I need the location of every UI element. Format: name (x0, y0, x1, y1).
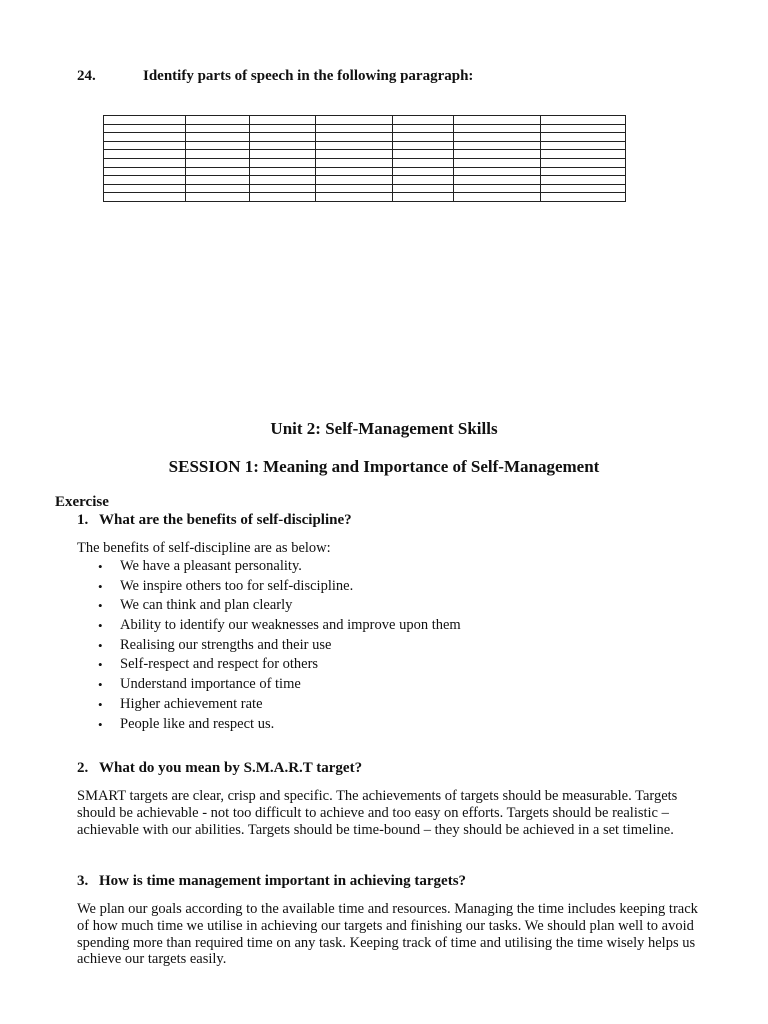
question-24-number: 24. (77, 68, 96, 84)
table-cell (250, 124, 316, 133)
table-cell (316, 176, 393, 185)
table-cell (393, 150, 454, 159)
table-cell (186, 193, 250, 202)
table-cell (393, 133, 454, 142)
table-cell (454, 167, 541, 176)
table-cell (393, 158, 454, 167)
question-1-text: What are the benefits of self-discipline? (99, 512, 352, 528)
table-cell (104, 124, 186, 133)
question-3-number: 3. (77, 873, 89, 889)
table-row (104, 124, 626, 133)
table-cell (316, 184, 393, 193)
table-cell (104, 184, 186, 193)
list-item (98, 616, 461, 636)
bullet-icon: • (98, 637, 103, 653)
table-cell (541, 176, 626, 185)
table-cell (104, 133, 186, 142)
question-1-intro: The benefits of self-discipline are as below: (77, 540, 331, 556)
table-cell (454, 124, 541, 133)
table-cell (104, 150, 186, 159)
table-cell (186, 167, 250, 176)
table-cell (250, 116, 316, 125)
list-item (98, 636, 461, 656)
table-cell (186, 184, 250, 193)
table-row (104, 158, 626, 167)
table-cell (541, 167, 626, 176)
table-cell (186, 176, 250, 185)
table-cell (250, 193, 316, 202)
list-item (98, 655, 461, 675)
table-cell (186, 116, 250, 125)
table-cell (393, 116, 454, 125)
list-item-text: Higher achievement rate (120, 695, 263, 712)
table-cell (316, 167, 393, 176)
question-2-answer: SMART targets are clear, crisp and specific. The achievements of targets should be measurable. Targets should be achievable - not too difficult to achieve and too easy on efforts. Targets should be realistic – achievable with our abilities. Targets should be time-bound – they should be achieved in a set timeline. (77, 788, 678, 838)
table-cell (186, 141, 250, 150)
table-row (104, 150, 626, 159)
benefits-list (98, 557, 461, 734)
table-cell (186, 124, 250, 133)
table-cell (541, 124, 626, 133)
table-cell (393, 167, 454, 176)
list-item (98, 557, 461, 577)
table-cell (186, 133, 250, 142)
bullet-icon: • (98, 618, 103, 634)
exercise-label: Exercise (55, 494, 109, 510)
bullet-icon: • (98, 598, 103, 614)
table-cell (250, 158, 316, 167)
table-cell (393, 176, 454, 185)
question-3-text: How is time management important in achieving targets? (99, 873, 467, 889)
question-2-heading (77, 760, 362, 777)
table-cell (186, 150, 250, 159)
list-item-text: Self-respect and respect for others (120, 656, 319, 673)
table-cell (104, 176, 186, 185)
list-item (98, 695, 461, 715)
table-cell (250, 184, 316, 193)
list-item-text: Ability to identify our weaknesses and improve upon them (120, 617, 461, 634)
table-cell (186, 158, 250, 167)
table-row (104, 141, 626, 150)
list-item-text: Realising our strengths and their use (120, 636, 332, 653)
list-item (98, 715, 461, 735)
table-cell (393, 141, 454, 150)
table-row (104, 176, 626, 185)
table-cell (316, 141, 393, 150)
table-cell (541, 150, 626, 159)
question-2-number: 2. (77, 760, 89, 776)
table-cell (454, 158, 541, 167)
table-cell (104, 116, 186, 125)
question-1-heading (77, 512, 352, 529)
table-cell (316, 150, 393, 159)
table-cell (454, 133, 541, 142)
table-cell (541, 116, 626, 125)
table-cell (104, 193, 186, 202)
bullet-icon: • (98, 559, 103, 574)
table-cell (316, 116, 393, 125)
unit-title: Unit 2: Self-Management Skills (270, 419, 498, 438)
table-cell (541, 158, 626, 167)
list-item (98, 675, 461, 695)
table-row (104, 184, 626, 193)
table-cell (250, 141, 316, 150)
question-3-answer: We plan our goals according to the available time and resources. Managing the time includes keeping track of how much time we utilise in achieving our targets and finishing our tasks. We should plan well to avoid spending more than required time on any task. Keeping track of time and utilising the time wisely helps us achieve our targets easily. (77, 901, 698, 968)
list-item-text: We can think and plan clearly (120, 597, 293, 614)
table-row (104, 133, 626, 142)
table-row (104, 193, 626, 202)
table-cell (250, 150, 316, 159)
bullet-icon: • (98, 696, 103, 712)
bullet-icon: • (98, 677, 103, 693)
table-cell (316, 158, 393, 167)
question-1-number: 1. (77, 512, 89, 528)
table-cell (541, 193, 626, 202)
question-2-text: What do you mean by S.M.A.R.T target? (99, 760, 363, 776)
table-cell (454, 193, 541, 202)
list-item (98, 596, 461, 616)
bullet-icon: • (98, 657, 103, 673)
table-cell (316, 124, 393, 133)
table-cell (541, 133, 626, 142)
table-cell (541, 141, 626, 150)
table-cell (104, 167, 186, 176)
table-cell (393, 124, 454, 133)
table-cell (454, 116, 541, 125)
parts-of-speech-table (103, 115, 626, 202)
bullet-icon: • (98, 716, 103, 732)
table-cell (454, 176, 541, 185)
table-cell (454, 184, 541, 193)
bullet-icon: • (98, 578, 103, 594)
table-cell (454, 141, 541, 150)
list-item-text: People like and respect us. (120, 715, 275, 732)
table-cell (104, 158, 186, 167)
table-cell (541, 184, 626, 193)
list-item (98, 577, 461, 597)
session-title: SESSION 1: Meaning and Importance of Self-Management (168, 457, 600, 476)
table-row (104, 167, 626, 176)
table-cell (454, 150, 541, 159)
table-row (104, 116, 626, 125)
list-item-text: We have a pleasant personality. (120, 558, 302, 574)
question-24-text: Identify parts of speech in the following paragraph: (143, 68, 474, 84)
table-cell (250, 133, 316, 142)
table-cell (250, 176, 316, 185)
table-cell (104, 141, 186, 150)
table-cell (316, 133, 393, 142)
list-item-text: Understand importance of time (120, 676, 301, 693)
table-cell (393, 193, 454, 202)
table-cell (393, 184, 454, 193)
question-3-heading (77, 873, 466, 890)
list-item-text: We inspire others too for self-discipline. (120, 577, 354, 594)
table-cell (250, 167, 316, 176)
table-cell (316, 193, 393, 202)
